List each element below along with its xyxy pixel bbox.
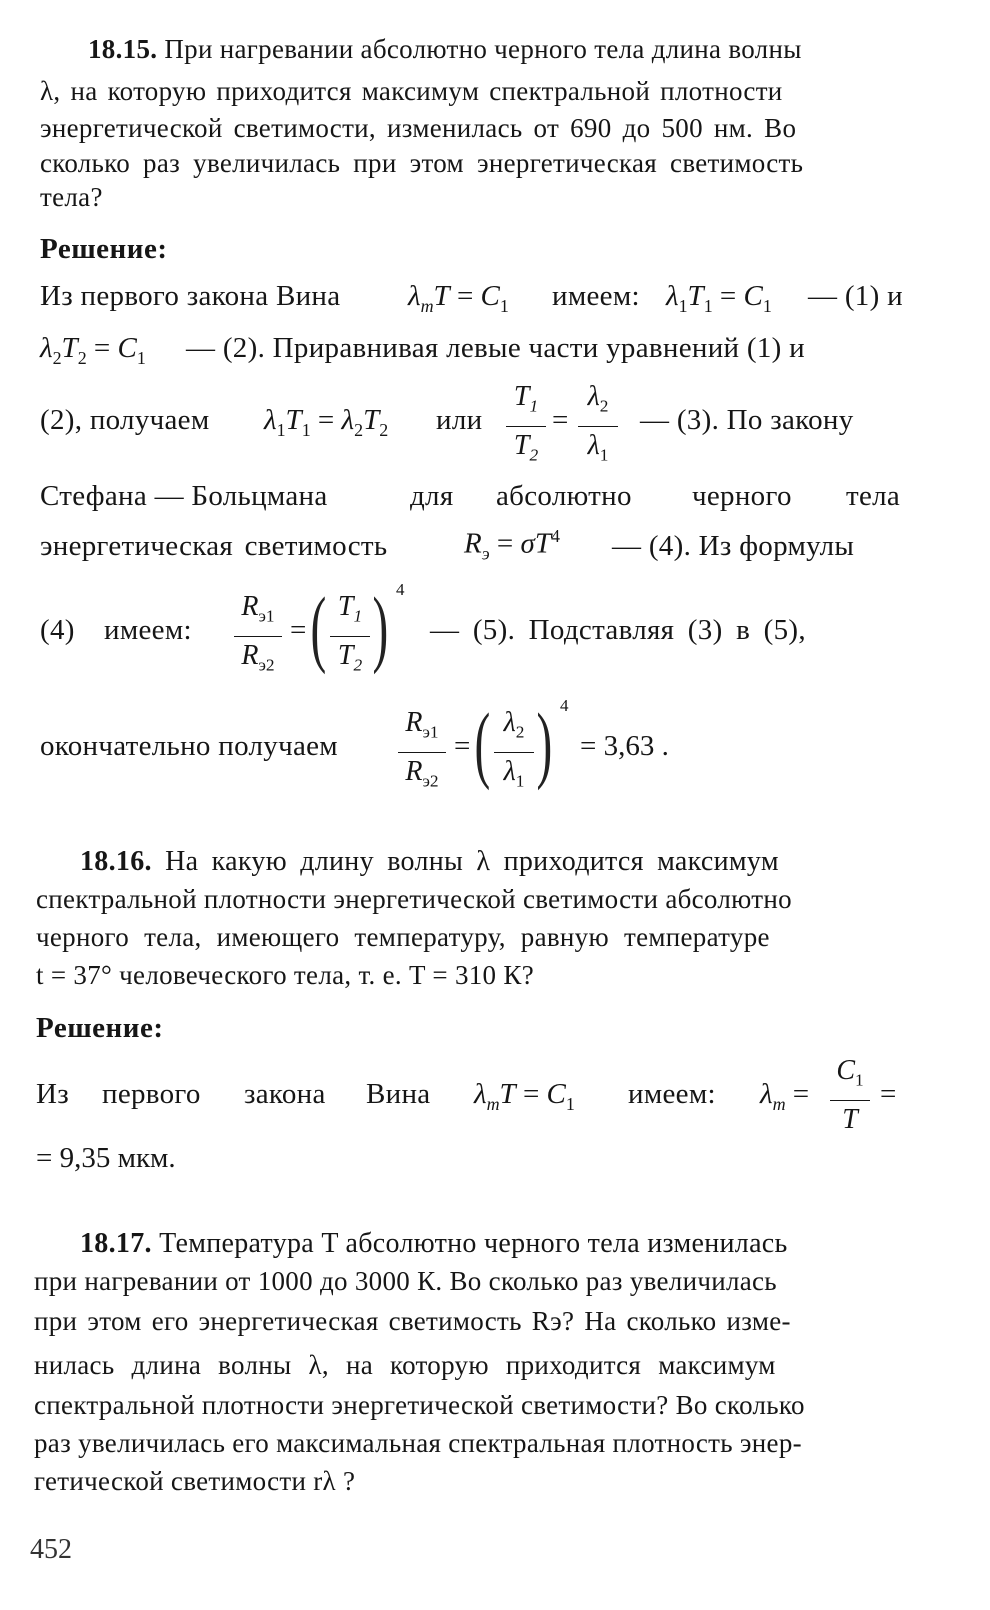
equals-sign: = xyxy=(454,730,471,762)
problem-18-15-line-5: тела? xyxy=(40,182,103,212)
equals-sign: = xyxy=(880,1078,897,1110)
fraction-c1-t: $C_1$ T xyxy=(830,1054,870,1137)
result-value: = 9,35 мкм. xyxy=(36,1142,176,1174)
solution-text: Из xyxy=(36,1078,69,1110)
problem-18-17-line-2: при нагревании от 1000 до 3000 К. Во сколько раз увеличилась xyxy=(34,1266,777,1296)
solution-heading: Решение: xyxy=(40,233,168,265)
left-paren: ( xyxy=(474,695,491,791)
solution-text: Стефана — Больцмана xyxy=(40,480,328,512)
solution-text: (4) xyxy=(40,614,75,646)
solution-text: окончательно получаем xyxy=(40,730,338,762)
problem-number: 18.15. xyxy=(88,34,158,64)
problem-18-17-line-6: раз увеличилась его максимальная спектральная плотность энер- xyxy=(34,1428,802,1458)
solution-text: черного xyxy=(692,480,792,512)
solution-heading: Решение: xyxy=(36,1012,164,1044)
exponent: 4 xyxy=(396,580,405,599)
solution-text: абсолютно xyxy=(496,480,632,512)
problem-18-17-line-5: спектральной плотности энергетической светимости? Во сколько xyxy=(34,1390,805,1420)
result-value: = 3,63 . xyxy=(580,730,669,762)
fraction-re1-re2-final: $R_{э1}$ $R_{э2}$ xyxy=(398,706,446,798)
solution-text: для xyxy=(410,480,454,512)
solution-text: энергетическая светимость xyxy=(40,530,388,562)
problem-text: Температура T абсолютно черного тела изменилась xyxy=(159,1228,788,1259)
solution-text: — (4). Из формулы xyxy=(612,530,855,562)
fraction-l2-l1: $\lambda_2$ $\lambda_1$ xyxy=(578,380,618,472)
solution-text: имеем: xyxy=(552,280,640,312)
formula-lambda-m: $\lambda_m$ = xyxy=(760,1078,810,1114)
exponent: 4 xyxy=(560,696,569,715)
problem-18-16-line-4: t = 37° человеческого тела, т. е. T = 310 К? xyxy=(36,960,534,990)
problem-18-17-line-4: нилась длина волны λ, на которую приходится максимум xyxy=(34,1350,776,1380)
problem-18-16-line-3: черного тела, имеющего температуру, равную температуре xyxy=(36,922,770,952)
problem-number: 18.16. xyxy=(80,846,152,877)
fraction-t1-t2: $T_1$ $T_2$ xyxy=(506,380,546,472)
problem-18-15-line-3: энергетической светимости, изменилась от 690 до 500 нм. Во xyxy=(40,113,797,143)
equals-sign: = xyxy=(552,404,569,436)
solution-text: Вина xyxy=(366,1078,431,1110)
right-paren: ) xyxy=(372,579,389,675)
problem-number: 18.17. xyxy=(80,1228,152,1259)
problem-18-15-line-2: λ, на которую приходится максимум спектральной плотности xyxy=(40,76,783,106)
problem-18-17-line-3: при этом его энергетическая светимость Rэ? На сколько изме- xyxy=(34,1306,791,1336)
problem-18-15-line-1 xyxy=(88,34,802,65)
solution-text: закона xyxy=(244,1078,326,1110)
problem-text: При нагревании абсолютно черного тела длина волны xyxy=(164,34,802,64)
problem-18-17-line-1 xyxy=(80,1228,788,1260)
formula-wien-law: $\lambda_mT = C_1$ xyxy=(408,280,509,316)
formula-eq-1: $\lambda_1T_1 = C_1$ xyxy=(666,280,772,316)
solution-text: — (2). Приравнивая левые части уравнений (1) и xyxy=(186,332,805,364)
right-paren: ) xyxy=(536,695,553,791)
solution-text: тела xyxy=(846,480,901,512)
fraction-l2-l1-power: $\lambda_2$ $\lambda_1$ xyxy=(494,706,534,798)
formula-wien-law: $\lambda_mT = C_1$ xyxy=(474,1078,575,1114)
solution-text: — (3). По закону xyxy=(640,404,854,436)
solution-text: первого xyxy=(102,1078,201,1110)
problem-18-16-line-2: спектральной плотности энергетической светимости абсолютно xyxy=(36,884,792,914)
solution-text: — (1) и xyxy=(808,280,903,312)
equals-sign: = xyxy=(290,614,307,646)
solution-text: или xyxy=(436,404,483,436)
solution-text: (2), получаем xyxy=(40,404,210,436)
fraction-t1-t2-power: $T_1$ $T_2$ xyxy=(330,590,370,682)
solution-text: имеем: xyxy=(104,614,192,646)
formula-stefan-boltzmann: $R_э = \sigma T^4$ xyxy=(464,526,560,564)
solution-text: Из первого закона Вина xyxy=(40,280,341,312)
formula-eq-2: $\lambda_2T_2 = C_1$ xyxy=(40,332,146,368)
page-number: 452 xyxy=(30,1534,72,1565)
problem-text: На какую длину волны λ приходится максимум xyxy=(165,846,779,877)
solution-text: имеем: xyxy=(628,1078,716,1110)
formula-equality: $\lambda_1T_1 = \lambda_2T_2$ xyxy=(264,404,389,440)
fraction-re1-re2: $R_{э1}$ $R_{э2}$ xyxy=(234,590,282,682)
problem-18-17-line-7: гетической светимости rλ ? xyxy=(34,1466,356,1496)
problem-18-16-line-1 xyxy=(80,846,779,878)
solution-text: — (5). Подставляя (3) в (5), xyxy=(430,614,806,646)
left-paren: ( xyxy=(310,579,327,675)
problem-18-15-line-4: сколько раз увеличилась при этом энергетическая светимость xyxy=(40,148,804,178)
